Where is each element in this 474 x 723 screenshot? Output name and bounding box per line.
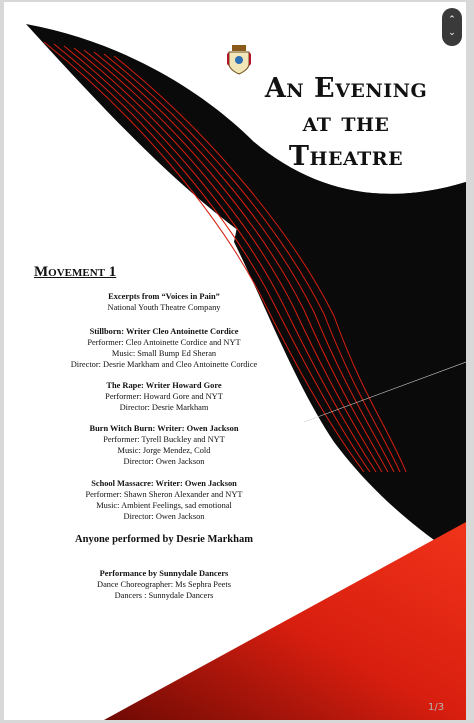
chevron-up-icon[interactable]: ⌃ — [448, 15, 456, 25]
act-line: Performer: Cleo Antoinette Cordice and NYT — [87, 338, 241, 347]
anyone-credit: Anyone performed by Desrie Markham — [75, 534, 253, 545]
act-line: Director: Owen Jackson — [123, 512, 205, 521]
performance-block — [44, 568, 284, 601]
performance-line: Dancers : Sunnydale Dancers — [114, 591, 214, 600]
act-block — [44, 326, 284, 370]
movement-heading: Movement 1 — [34, 264, 117, 280]
act-title: School Massacre: Writer: Owen Jackson — [91, 479, 237, 488]
program-page — [4, 2, 466, 720]
act-title: Burn Witch Burn: Writer: Owen Jackson — [89, 424, 239, 433]
red-triangle-shape — [104, 522, 466, 720]
act-line: Music: Small Bump Ed Sheran — [111, 349, 217, 358]
act-title: The Rape: Writer Howard Gore — [106, 381, 222, 390]
act-block — [44, 380, 284, 413]
title-line: Theatre — [288, 141, 404, 172]
chevron-down-icon[interactable]: ⌄ — [448, 28, 456, 38]
act-block — [44, 423, 284, 467]
act-line: Director: Owen Jackson — [123, 457, 205, 466]
coat-of-arms-icon — [224, 42, 254, 76]
page-nav-control[interactable] — [442, 8, 462, 46]
performance-line: Dance Choreographer: Ms Sephra Peets — [97, 580, 231, 589]
page-indicator: 1/3 — [428, 702, 445, 713]
act-block — [44, 478, 284, 522]
page-title — [236, 72, 456, 174]
act-line: Director: Desrie Markham — [119, 403, 209, 412]
act-line: Performer: Shawn Sheron Alexander and NYT — [85, 490, 243, 499]
act-line: Director: Desrie Markham and Cleo Antoinette Cordice — [70, 360, 258, 369]
act-line: Performer: Howard Gore and NYT — [105, 392, 223, 401]
act-line: Music: Ambient Feelings, sad emotional — [96, 501, 232, 510]
title-line: at the — [302, 107, 390, 138]
title-line: An Evening — [264, 73, 428, 104]
act-title: Stillborn: Writer Cleo Antoinette Cordice — [89, 327, 239, 336]
act-line: Music: Jorge Mendez, Cold — [117, 446, 211, 455]
act-line: National Youth Theatre Company — [107, 303, 221, 312]
performance-title: Performance by Sunnydale Dancers — [99, 569, 229, 578]
act-line: Performer: Tyrell Buckley and NYT — [103, 435, 225, 444]
act-title: Excerpts from “Voices in Pain” — [108, 292, 220, 301]
act-block — [44, 291, 284, 313]
